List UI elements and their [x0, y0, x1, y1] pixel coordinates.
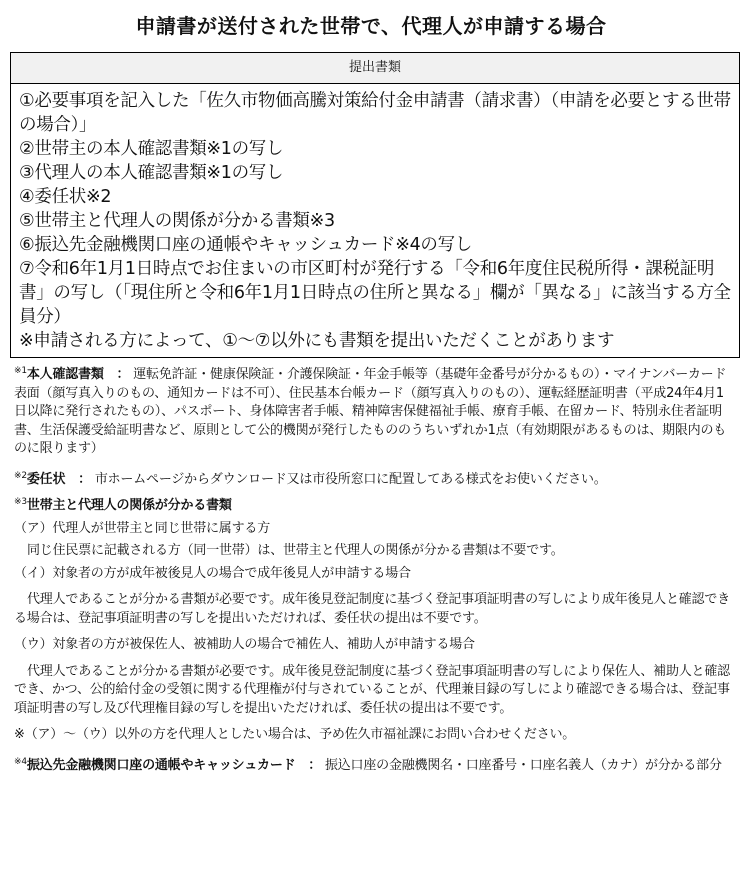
document-remark: ※申請される方によって、①～⑦以外にも書類を提出いただくことがあります [19, 331, 615, 351]
footnote-label: 振込先金融機関口座の通帳やキャッシュカード ： [26, 757, 322, 773]
case-u-heading: （ウ）対象者の方が被保佐人、被補助人の場合で補佐人、補助人が申請する場合 [14, 637, 475, 652]
case-i-body: 代理人であることが分かる書類が必要です。成年後見登記制度に基づく登記事項証明書の写しにより成年後見人と確認できる場合は、登記事項証明書の写しを提出いただければ、委任状の提出は不要です。 [14, 592, 730, 626]
case-i-heading: （イ）対象者の方が成年被後見人の場合で成年後見人が申請する場合 [14, 565, 411, 581]
footnote-text: 市ホームページからダウンロード又は市役所窓口に配置してある様式をお使いください。 [94, 471, 607, 487]
footnote-text: 振込口座の金融機関名・口座番号・口座名義人（カナ）が分かる部分 [324, 757, 722, 773]
document-item-7: ⑦令和6年1月1日時点でお住まいの市区町村が発行する「令和6年度住民税所得・課税証明書」の写し（「現住所と令和6年1月1日時点の住所と異なる」欄が「異なる」に該当する方全員分） [19, 259, 731, 327]
document-item-4: ④委任状※2 [19, 187, 112, 207]
footnote-1 [14, 362, 734, 459]
footnote-3 [14, 493, 734, 516]
document-item-5: ⑤世帯主と代理人の関係が分かる書類※3 [19, 211, 335, 231]
footnote-label: 委任状 ： [26, 471, 91, 487]
footnote-mark: ※4 [14, 756, 27, 767]
table-body [11, 84, 739, 357]
footnote-label: 世帯主と代理人の関係が分かる書類 [26, 498, 232, 513]
other-cases-note: ※（ア）～（ウ）以外の方を代理人としたい場合は、予め佐久市福祉課にお問い合わせください。 [14, 727, 576, 742]
document-item-2: ②世帯主の本人確認書類※1の写し [19, 139, 284, 159]
case-u-body: 代理人であることが分かる書類が必要です。成年後見登記制度に基づく登記事項証明書の写しにより保佐人、補助人と確認でき、かつ、公的給付金の受領に関する代理権が付与されていることが、代理兼目録の写しにより確認できる場合は、登記事項証明書の写し及び代理権目録の写しを提出いただければ、委任状の提出は不要です。 [14, 663, 730, 716]
footnote-text: 運転免許証・健康保険証・介護保険証・年金手帳等（基礎年金番号が分かるもの）・マイナンバーカード表面（顔写真入りのもの、通知カードは不可）、住民基本台帳カード（顔写真入りのもの）、運転経歴証明書（平成24年4月1日以降に発行されたもの）、パスポート、身体障害者手帳、精神障害保健福祉手帳、療育手帳、在留カード、特別永住者証明書、生活保護受給証明書など、原則として公的機関が発行したもののうちいずれか1点（有効期限があるものは、期限内のものに限ります） [14, 367, 727, 456]
table-header: 提出書類 [11, 53, 739, 84]
documents-table [10, 52, 740, 358]
document-item-3: ③代理人の本人確認書類※1の写し [19, 163, 284, 183]
footnote-mark: ※1 [14, 366, 27, 376]
footnotes [14, 362, 734, 775]
footnote-mark: ※2 [14, 470, 27, 481]
footnote-label: 本人確認書類 ： [26, 367, 130, 382]
page-title: 申請書が送付された世帯で、代理人が申請する場合 [135, 14, 607, 38]
footnote-mark: ※3 [14, 497, 27, 507]
footnote-4 [14, 753, 734, 776]
footnote-2 [14, 467, 734, 490]
case-a-body: 同じ住民票に記載される方（同一世帯）は、世帯主と代理人の関係が分かる書類は不要です。 [27, 543, 564, 558]
document-item-1: ①必要事項を記入した「佐久市物価高騰対策給付金申請書（請求書）（申請を必要とする世帯の場合）」 [19, 91, 731, 135]
case-a-heading: （ア）代理人が世帯主と同じ世帯に属する方 [14, 520, 271, 536]
document-item-6: ⑥振込先金融機関口座の通帳やキャッシュカード※4の写し [19, 235, 473, 255]
